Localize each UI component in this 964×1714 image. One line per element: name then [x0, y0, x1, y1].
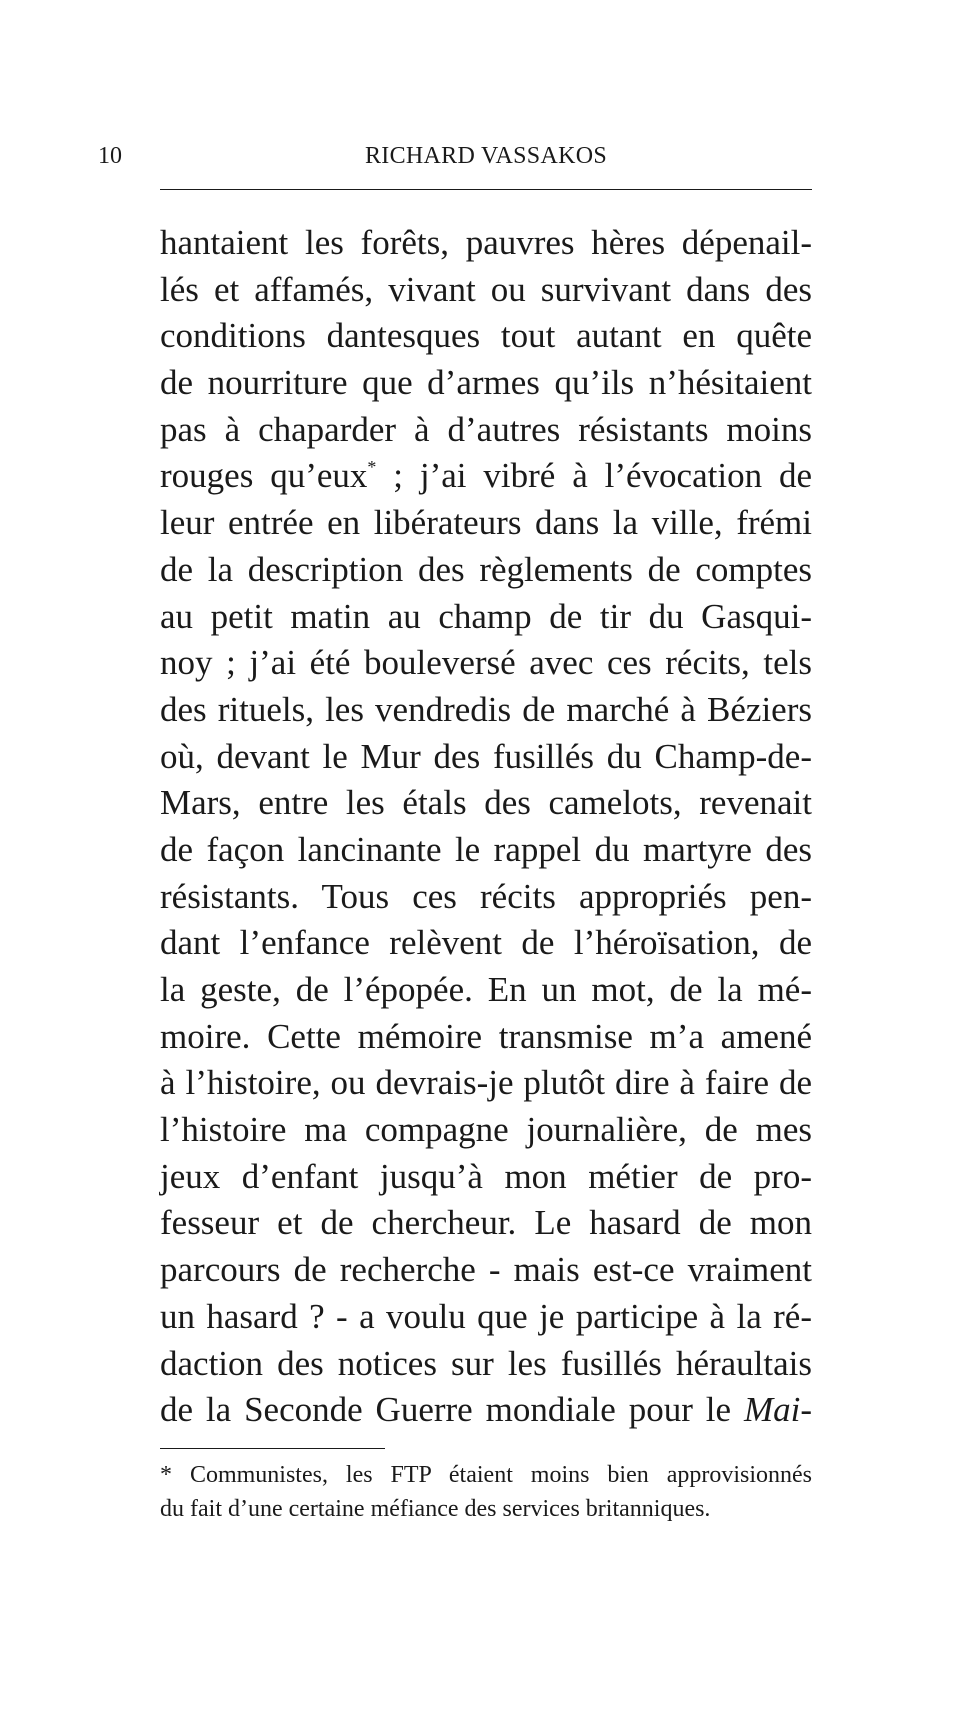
- body-line-part: de la Seconde Guerre mondiale pour le: [160, 1390, 744, 1430]
- body-line: à l’histoire, ou devrais-je plutôt dire à faire de: [160, 1063, 812, 1103]
- body-line: parcours de recherche - mais est-ce vraiment: [160, 1250, 812, 1290]
- body-line: pas à chaparder à d’autres résistants moins: [160, 409, 812, 449]
- body-line: moire. Cette mémoire transmise m’a amené: [160, 1016, 812, 1056]
- body-line: l’histoire ma compagne journalière, de mes: [160, 1110, 812, 1150]
- body-line: lés et affamés, vivant ou survivant dans des: [160, 269, 812, 309]
- body-line: de façon lancinante le rappel du martyre des: [160, 829, 812, 869]
- body-line: noy ; j’ai été bouleversé avec ces récits, tels: [160, 643, 812, 683]
- body-line: Mars, entre les étals des camelots, revenait: [160, 783, 812, 823]
- page-number: 10: [98, 143, 122, 169]
- running-head-author: RICHARD VASSAKOS: [365, 143, 607, 169]
- body-line: de nourriture que d’armes qu’ils n’hésitaient: [160, 363, 812, 403]
- footnote: [160, 1458, 812, 1526]
- footnote-line: du fait d’une certaine méfiance des services britanniques.: [160, 1496, 711, 1522]
- body-line: [160, 1387, 812, 1434]
- body-line: des rituels, les vendredis de marché à Béziers: [160, 689, 812, 729]
- body-line-part: rouges qu’eux: [160, 456, 368, 496]
- body-line: un hasard ? - a voulu que je participe à la ré-: [160, 1296, 812, 1336]
- body-line: au petit matin au champ de tir du Gasqui-: [160, 596, 812, 636]
- body-line: leur entrée en libérateurs dans la ville, frémi: [160, 503, 812, 543]
- body-line: conditions dantesques tout autant en quête: [160, 316, 812, 356]
- body-line-part: ; j’ai vibré à l’évocation de: [376, 456, 812, 496]
- body-line: fesseur et de chercheur. Le hasard de mon: [160, 1203, 812, 1243]
- italic-title-fragment: Mai-: [743, 1390, 812, 1430]
- body-line: la geste, de l’épopée. En un mot, de la mé-: [160, 970, 812, 1009]
- footnote-reference: *: [367, 457, 377, 478]
- body-line: jeux d’enfant jusqu’à mon métier de pro-: [160, 1156, 812, 1196]
- body-line: de la description des règlements de comptes: [160, 549, 812, 589]
- footnote-rule: [160, 1448, 385, 1449]
- body-line: [160, 453, 812, 500]
- body-line: où, devant le Mur des fusillés du Champ-de-: [160, 736, 812, 776]
- body-line: daction des notices sur les fusillés héraultais: [160, 1343, 812, 1383]
- body-text: [160, 220, 812, 1434]
- body-line: hantaient les forêts, pauvres hères dépenail-: [160, 223, 812, 262]
- footnote-line: * Communistes, les FTP étaient moins bien approvisionnés: [160, 1462, 812, 1488]
- header-rule: [160, 189, 812, 190]
- body-line: dant l’enfance relèvent de l’héroïsation, de: [160, 923, 812, 963]
- body-line: résistants. Tous ces récits appropriés pen-: [160, 876, 812, 916]
